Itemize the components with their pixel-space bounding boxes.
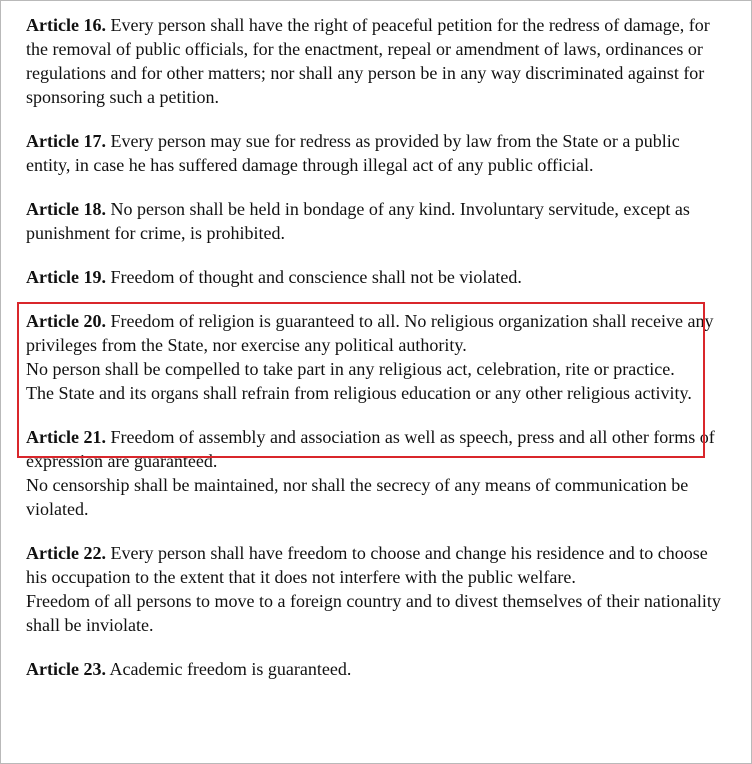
article-number: Article 19.	[26, 267, 106, 287]
article-paragraph: No person shall be compelled to take part in any religious act, celebration, rite or practice.	[26, 359, 675, 379]
article-number: Article 23.	[26, 659, 106, 679]
document-content	[26, 13, 726, 701]
article-paragraph	[26, 265, 726, 289]
article-paragraph	[26, 13, 726, 109]
article-20	[26, 309, 726, 405]
article-paragraph	[26, 425, 726, 473]
article-number: Article 17.	[26, 131, 106, 151]
article-paragraph: No censorship shall be maintained, nor shall the secrecy of any means of communication be violated.	[26, 475, 689, 519]
article-text: Every person shall have freedom to choose and change his residence and to choose his occupation to the extent that it does not interfere with the public welfare.	[26, 543, 708, 587]
article-text: Freedom of assembly and association as well as speech, press and all other forms of expression are guaranteed.	[26, 427, 715, 471]
article-text: Every person may sue for redress as provided by law from the State or a public entity, in case he has suffered damage through illegal act of any public official.	[26, 131, 680, 175]
article-19	[26, 265, 726, 289]
article-paragraph	[26, 197, 726, 245]
article-number: Article 16.	[26, 15, 106, 35]
article-paragraph	[26, 129, 726, 177]
article-text: Freedom of thought and conscience shall not be violated.	[110, 267, 522, 287]
article-17	[26, 129, 726, 177]
article-paragraph	[26, 657, 726, 681]
article-18	[26, 197, 726, 245]
article-16	[26, 13, 726, 109]
article-number: Article 21.	[26, 427, 106, 447]
article-paragraph	[26, 309, 726, 357]
article-text: Every person shall have the right of peaceful petition for the redress of damage, for the removal of public officials, for the enactment, repeal or amendment of laws, ordinances or regulations and for other matters; nor shall any person be in any way discriminated against for sponsoring such a petition.	[26, 15, 710, 107]
article-text: Academic freedom is guaranteed.	[109, 659, 352, 679]
article-paragraph: The State and its organs shall refrain from religious education or any other religious activity.	[26, 383, 692, 403]
article-22	[26, 541, 726, 637]
article-number: Article 20.	[26, 311, 106, 331]
article-21	[26, 425, 726, 521]
article-number: Article 18.	[26, 199, 106, 219]
article-text: Freedom of religion is guaranteed to all. No religious organization shall receive any privileges from the State, nor exercise any political authority.	[26, 311, 714, 355]
article-text: No person shall be held in bondage of any kind. Involuntary servitude, except as punishment for crime, is prohibited.	[26, 199, 690, 243]
article-paragraph	[26, 541, 726, 589]
article-number: Article 22.	[26, 543, 106, 563]
article-23	[26, 657, 726, 681]
article-paragraph: Freedom of all persons to move to a foreign country and to divest themselves of their nationality shall be inviolate.	[26, 591, 721, 635]
